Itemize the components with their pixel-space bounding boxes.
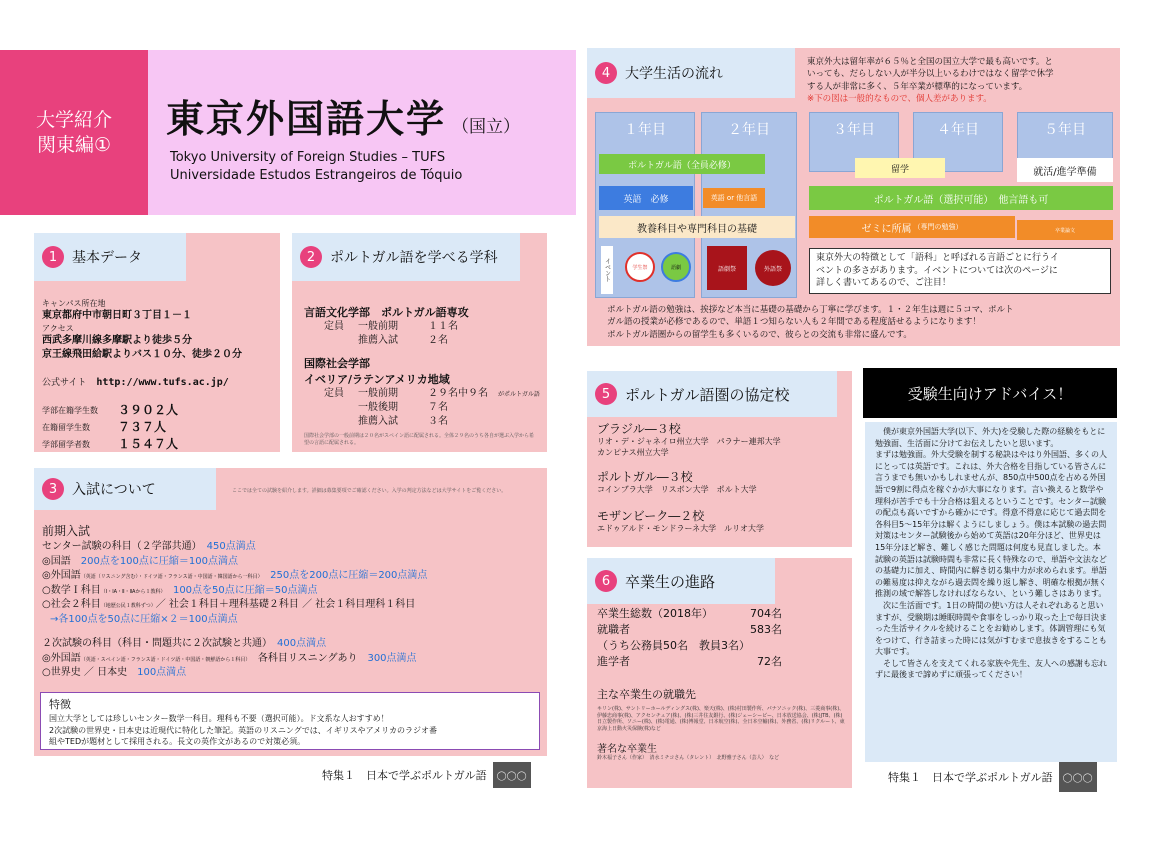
bar-english-or-other: 英語 or 他言語	[703, 188, 765, 208]
school-line: カンピナス州立大学	[597, 447, 669, 457]
quota-value: ７名	[428, 402, 448, 414]
event-circle-label: 学生祭	[632, 264, 648, 271]
bar-portuguese-required: ポルトガル語（全員必修）	[599, 154, 765, 174]
bar-seminar-sub: （専門の勉強）	[913, 223, 963, 231]
footer-text: 特集１ 日本で学ぶポルトガル語	[322, 769, 487, 782]
advice-title: 受験生向けアドバイス！	[907, 384, 1073, 403]
quota-row	[304, 387, 542, 401]
page-number-box: 〇〇〇	[493, 762, 531, 788]
subject-label: ○社会２科目	[42, 599, 101, 611]
section-career	[587, 558, 852, 788]
quota-type: 推薦入試	[358, 416, 398, 428]
quota-note: がポルトガル語	[498, 391, 540, 399]
subject-label: ◎外国語	[42, 652, 81, 664]
quota-type: 一般前期	[358, 321, 398, 333]
quota-value: ２９名中９名	[428, 388, 488, 400]
quota-value: ２名	[428, 335, 448, 347]
subject-score: 100点満点	[137, 667, 187, 679]
campus-address: 東京都府中市朝日町３丁目１－１	[42, 310, 192, 322]
center-total: 450点満点	[206, 541, 256, 553]
country-heading: ポルトガル―３校	[597, 469, 693, 484]
section-admissions	[34, 468, 547, 756]
event-label-box	[601, 246, 613, 294]
quota-label	[324, 334, 348, 348]
jobs-title: 主な卒業生の就職先	[597, 688, 696, 701]
features-title: 特徴	[49, 698, 71, 711]
career-label: （うち公務員50名 教員3名）	[597, 638, 750, 652]
bar-seminar	[809, 216, 1015, 238]
country-heading: モザンビーク―２校	[597, 508, 705, 523]
badge-line1: 大学紹介	[35, 108, 112, 131]
country-group	[597, 469, 849, 496]
quota-row	[304, 320, 542, 334]
section-number: 1	[42, 246, 64, 268]
subtitle-en: Tokyo University of Foreign Studies – TUFS	[170, 150, 446, 165]
desc-line: ポルトガル語の勉強は、挨拶など本当に基礎の基礎から丁寧に学びます。１・２年生は週に５コマ、ポルト	[607, 305, 1014, 315]
section-number: 5	[595, 383, 617, 405]
quota-type: 推薦入試	[358, 335, 398, 347]
section-university-life	[587, 48, 1120, 346]
quota-value: １１名	[428, 321, 458, 333]
advice-paragraph: 次に生活面です。1日の時間の使い方は人それぞれあると思いますが、受験期は睡眠時間や食事をしっかり取った上で毎日決まった生活サイクルを続けることをお勧めします。体調管理にも気をつけて、行き詰まった時には気がすむまで息抜きをすることも大事です。	[875, 600, 1107, 657]
advice-body	[865, 422, 1117, 762]
event-icon	[707, 246, 747, 290]
site-url-link[interactable]: http://www.tufs.ac.jp/	[96, 377, 229, 389]
famous-title: 著名な卒業生	[597, 744, 657, 755]
section-title: ポルトガル語を学べる学科	[330, 250, 498, 266]
subject-label: ○数学Ｉ科目	[42, 584, 101, 596]
subject-score: 200点を100点に圧縮＝100点満点	[80, 555, 238, 567]
event-label: イベント	[603, 258, 611, 282]
subject-detail: （英語（リスニング含む）・ドイツ語・フランス語・中国語・韓国語から一科目）	[80, 574, 261, 581]
section-departments	[292, 233, 547, 452]
quota-value: ３名	[428, 416, 448, 428]
quota-row	[304, 415, 542, 429]
subject-options: ／ 社会１科目＋理科基礎２科目 ／ 社会１科目理科１科目	[155, 599, 416, 611]
subject-detail: （英語・スペイン語・フランス語・ドイツ語・中国語・朝鮮語から１科目）	[80, 656, 248, 663]
subject-label: ◎外国語	[42, 570, 81, 582]
stat-row	[42, 402, 276, 419]
advice-paragraph: 僕が東京外国語大学(以下、外大)を受験した際の経験をもとに勉強面、生活面に分けてお伝えしたいと思います。	[875, 427, 1106, 448]
feature-line: 組やTEDが題材として採用される。長文の英作文があるので対策必須。	[49, 737, 306, 747]
subject-score: 300点満点	[367, 652, 417, 664]
career-row	[597, 654, 782, 670]
advice-paragraph: そして皆さんを支えてくれる家族や先生、友人への感謝も忘れずに最後まで諦めずに頑張ってください！	[875, 658, 1107, 680]
arrow-line: →各100点を50点に圧縮×２＝100点満点	[50, 613, 238, 625]
career-label: 進学者	[597, 654, 630, 668]
page-title: 東京外国語大学	[166, 96, 447, 141]
dept-name: 言語文化学部 ポルトガル語専攻	[304, 306, 469, 319]
event-circle-label: 語劇	[670, 264, 681, 271]
dept-name: 国際社会学部	[304, 357, 370, 371]
access-label: アクセス	[42, 324, 74, 334]
header-banner	[148, 50, 576, 215]
section-partner-schools	[587, 371, 852, 547]
country-group	[597, 508, 849, 535]
quota-row	[304, 401, 542, 415]
career-row	[597, 622, 782, 638]
quota-label	[324, 415, 348, 429]
section-number: 3	[42, 478, 64, 500]
section-title: 大学生活の流れ	[625, 66, 723, 82]
bar-seminar-label: ゼミに所属	[861, 223, 912, 235]
section-title: 卒業生の進路	[625, 572, 716, 591]
stat-row	[42, 436, 276, 453]
year-5: ５年目	[1017, 112, 1113, 172]
access-line: 京王線飛田給駅よりバス１０分、徒歩２０分	[42, 349, 242, 361]
desc-line: ポルトガル語圏からの留学生も多くいるので、彼らとの交流も非常に盛んです。	[607, 329, 912, 340]
year-3: ３年目	[809, 112, 899, 172]
year-1: １年目	[595, 112, 695, 298]
footer-left	[322, 762, 531, 788]
event-circle-label: 外語祭	[763, 265, 782, 273]
subject-note: 各科目リスニングあり	[257, 652, 358, 664]
stat-value: ３９０２人	[118, 403, 179, 418]
badge-line2: 関東編①	[36, 133, 112, 156]
quota-type: 一般前期	[358, 388, 398, 400]
section-head	[34, 233, 186, 281]
advice-paragraph: まずは勉強面。外大受験を制する秘訣はやはり外国語、多くの人にとっては英語です。これは、外大合格を目指している皆さんに言うまでも無いかもしれませんが、850点中500点を占める外国語で9割に得点を稼ぐかが大事になります。言い換えると数学や理科が苦手でも十分合格は狙えるということです。センター試験の配点も高いですから確かにです。得意不得意に応じて過去問を各科目5〜15年分は解くようにしましょう。僕は本試験の過去問対策はセンター試験後から始めて英語は20年分ほど、世界史は15年分ほど解き、難しく感じた問題は何度も見直しました。本試験の英語は試験時間も非常に長く特殊なので、単語や文法などの基礎力に加え、時間内に解き切る集中力が求められます。単語の難易度は抑えながら過去問を繰り返し解き、明確な根拠が無く推測の域で解答しなければならない、という難しさはあります。	[875, 450, 1107, 599]
quota-type: 一般後期	[358, 402, 398, 414]
subject-detail: （Ⅰ・ⅠA・Ⅱ・ⅡAから１教科）	[100, 588, 163, 595]
intro-line: いっても、だらしない人が半分以上いるわけではなく留学で休学	[807, 69, 1054, 80]
callout-line: ベントの多さがあります。イベントについては次のページに	[816, 265, 1058, 276]
section-head	[587, 558, 775, 604]
stat-value: ７３７人	[118, 420, 167, 435]
campus-label: キャンパス所在地	[42, 299, 106, 308]
section-head	[292, 233, 520, 281]
quota-label: 定員	[324, 388, 344, 400]
event-circle	[755, 250, 791, 286]
career-label: 卒業生総数（2018年）	[597, 607, 713, 620]
quota-label	[324, 401, 348, 415]
career-row	[597, 638, 782, 654]
section-head	[34, 468, 216, 510]
subject-label: ◎国語	[42, 555, 71, 567]
career-row	[597, 606, 782, 622]
section-title: 基本データ	[72, 250, 142, 266]
subject-label: ○世界史 ／ 日本史	[42, 667, 128, 679]
subject-score: 100点を50点に圧縮＝50点満点	[172, 584, 318, 596]
subject-score: 250点を200点に圧縮＝200点満点	[270, 570, 428, 582]
feature-line: 2次試験の世界史・日本史は近現代に特化した筆記。英語のリスニングでは、イギリスやアメリカのラジオ番	[49, 725, 438, 735]
intro-line: する人が非常に多く、５年卒業が標準的になっています。	[807, 81, 1028, 92]
career-value: 583名	[750, 622, 782, 636]
callout-line: 詳しく書いてあるので、ご注目！	[816, 278, 951, 289]
advice-header	[863, 368, 1117, 418]
school-line: コインブラ大学 リスボン大学 ポルト大学	[597, 484, 757, 494]
bar-job-hunting: 就活/進学準備	[1017, 158, 1113, 182]
feature-line: 国立大学としては珍しいセンター数学一科目。理科も不要（選択可能）。ド文系な人おすすめ！	[49, 713, 389, 723]
bar-thesis: 卒業論文	[1017, 220, 1113, 240]
stat-label: 学部留学者数	[42, 439, 90, 449]
jobs-text: キリン(株)、サントリーホールディングス(株)、楽天(株)、(株)村田製作所、パナソニック(株)、三菱商事(株)、伊藤忠商事(株)、アクセンチュア(株)、(株)三井住友銀行、(株)ジェーシービー、日本放送協会、(株)JTB、(株)日立製作所、ソニー(株)、(株)電通、(株)博報堂、日本航空(株)、全日本空輸(株)、外務省、(株)リクルート、東京海上日動火災保険(株)など	[597, 706, 845, 732]
page-number-box: 〇〇〇	[1059, 762, 1097, 792]
bar-general-education: 教養科目や専門科目の基礎	[599, 216, 795, 238]
niji-total: 400点満点	[277, 638, 327, 650]
section-number: 2	[300, 246, 322, 268]
stat-label: 学部在籍学生数	[42, 406, 98, 416]
quota-label: 定員	[324, 321, 344, 333]
section-basic-data	[34, 233, 280, 452]
famous-text: 鈴木福子さん（作家） 清水ミチコさん（タレント） 北野雅子さん（芸人） など	[597, 755, 780, 761]
callout-line: 東京外大の特徴として「語科」と呼ばれる言語ごとに行うイ	[816, 253, 1060, 263]
intro-warning: ※下の図は一般的なもので、個人差があります。	[807, 93, 992, 104]
country-group	[597, 421, 849, 459]
niji-line: ２次試験の科目（科目・問題共に２次試験と共通）	[42, 638, 267, 650]
event-icon-label: 語劇祭	[717, 265, 736, 273]
bar-study-abroad: 留学	[855, 158, 945, 178]
stat-label: 在籍留学生数	[42, 422, 90, 432]
career-label: 就職者	[597, 622, 630, 636]
features-box	[40, 692, 540, 750]
section-number: 4	[595, 62, 617, 84]
access-line: 西武多摩川線多摩駅より徒歩５分	[42, 335, 192, 347]
year-2: ２年目	[701, 112, 797, 298]
bar-portuguese-elective: ポルトガル語（選択可能） 他言語も可	[809, 186, 1113, 210]
site-label: 公式サイト	[42, 378, 87, 389]
center-line: センター試験の科目（２学部共通）	[42, 541, 197, 553]
footer-text: 特集１ 日本で学ぶポルトガル語	[888, 771, 1053, 784]
year-4: ４年目	[913, 112, 1003, 172]
section-title: ポルトガル語圏の協定校	[625, 385, 790, 404]
section-title: 入試について	[72, 482, 156, 498]
section-number: 6	[595, 570, 617, 592]
career-value: 704名	[750, 607, 782, 620]
intro-line: 東京外大は留年率が６５％と全国の国立大学で最も高いです。と	[807, 57, 1053, 67]
school-line: エドゥアルド・モンドラーネ大学 ルリオ大学	[597, 523, 764, 533]
bar-english-required: 英語 必修	[599, 186, 693, 210]
dept-note: 国際社会学部の一般前期は２０名がスペイン語に配属される。全体２９名のうち各自が選ぶ入学から希望の言語に配属される。	[304, 433, 535, 446]
zenki-heading: 前期入試	[42, 524, 91, 538]
event-circle	[625, 252, 655, 282]
admissions-note: ここでは全ての試験を紹介します。詳細は募集要項でご確認ください。入学の判定方法などは大学サイトをご覧ください。	[232, 488, 507, 494]
subtitle-pt: Universidade Estudos Estrangeiros de Tóquio	[170, 168, 463, 183]
footer-right	[888, 762, 1097, 792]
dept-region: イベリア/ラテンアメリカ地域	[304, 372, 450, 386]
country-heading: ブラジル―３校	[597, 422, 681, 436]
section-head	[587, 48, 795, 98]
event-circle	[661, 252, 691, 282]
timeline	[595, 112, 1117, 298]
stat-row	[42, 419, 276, 436]
career-value: 72名	[757, 654, 782, 668]
school-line: リオ・デ・ジャネイロ州立大学 パラナー連邦大学	[597, 437, 781, 447]
callout-box	[809, 248, 1111, 294]
quota-row	[304, 334, 542, 348]
section-head	[587, 371, 837, 417]
subject-detail: （地歴公民１教科ずつ）	[100, 603, 156, 610]
desc-line: ガル語の授業が必修であるので、単語１つ知らない人も２年間である程度話せるようになります！	[607, 317, 981, 328]
header-badge	[0, 50, 148, 215]
title-suffix: （国立）	[452, 117, 521, 137]
stat-value: １５４７人	[118, 436, 179, 451]
